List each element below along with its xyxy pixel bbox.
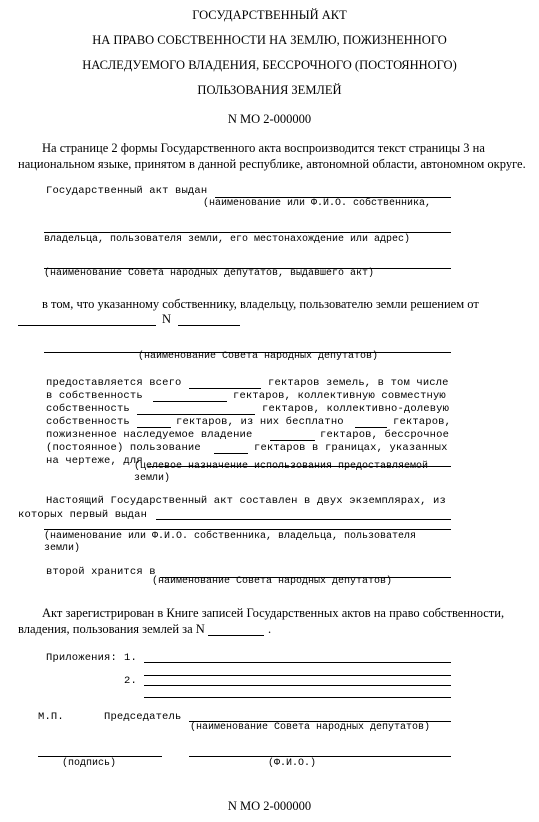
- provided-l5a: пожизненное наследуемое владение: [46, 429, 253, 441]
- attachments-label: Приложения:: [46, 652, 117, 664]
- ownership-hectares-field[interactable]: [153, 401, 227, 402]
- shared-hectares-field[interactable]: [137, 427, 171, 428]
- intro-line-1: На странице 2 формы Государственного акта воспроизводится текст страницы 3 на: [42, 141, 485, 155]
- footer-number: N МО 2-000000: [227, 799, 312, 813]
- registration-line-2: владения, пользования землей за N: [18, 622, 205, 636]
- attachment-2-field-c[interactable]: [144, 697, 451, 698]
- provided-l6b: гектаров в границах, указанных: [254, 442, 448, 454]
- purpose-caption-2: земли): [134, 473, 171, 484]
- decision-date-field[interactable]: [18, 325, 156, 326]
- provided-l3b: гектаров, коллективно-долевую: [262, 403, 450, 415]
- provided-l4c: гектаров,: [393, 416, 452, 428]
- provided-l7a: на чертеже, для: [46, 455, 143, 467]
- signature-field[interactable]: [38, 756, 162, 757]
- life-hectares-field[interactable]: [270, 440, 315, 441]
- provided-l1b: гектаров земель, в том числе: [268, 377, 449, 389]
- purpose-caption-1: (целевое назначение использования предоставляемой: [134, 461, 429, 472]
- title-line-4: ПОЛЬЗОВАНИЯ ЗЕМЛЕЙ: [197, 83, 342, 97]
- signature-caption: (подпись): [62, 758, 117, 769]
- title-line-3: НАСЛЕДУЕМОГО ВЛАДЕНИЯ, БЕССРОЧНОГО (ПОСТОЯННОГО): [82, 58, 457, 72]
- issued-caption-2: владельца, пользователя земли, его местонахождение или адрес): [44, 234, 411, 245]
- registration-period: .: [268, 622, 272, 636]
- stamp-label: М.П.: [38, 711, 64, 723]
- issued-caption-3: (наименование Совета народных депутатов, выдавшего акт): [44, 268, 375, 279]
- copies-line-2: которых первый выдан: [18, 509, 148, 521]
- provided-l1a: предоставляется всего: [46, 377, 182, 389]
- permanent-hectares-field[interactable]: [214, 453, 248, 454]
- provided-l5b: гектаров, бессрочное: [320, 429, 450, 441]
- attachment-1-field[interactable]: [144, 662, 451, 663]
- provided-l4a: собственность: [46, 416, 130, 428]
- copies-line-1: Настоящий Государственный акт составлен в двух экземплярах, из: [46, 495, 446, 507]
- title-line-1: ГОСУДАРСТВЕННЫЙ АКТ: [192, 8, 347, 22]
- fio-field[interactable]: [189, 756, 451, 757]
- decision-line-1: в том, что указанному собственнику, владельцу, пользователю земли решением от: [42, 297, 479, 311]
- title-line-2: НА ПРАВО СОБСТВЕННОСТИ НА ЗЕМЛЮ, ПОЖИЗНЕННОГО: [92, 33, 447, 47]
- registration-number-field[interactable]: [208, 635, 264, 636]
- decision-caption: (наименование Совета народных депутатов): [138, 351, 379, 362]
- registration-line-1: Акт зарегистрирован в Книге записей Государственных актов на право собственности,: [42, 606, 505, 620]
- chairman-label: Председатель: [104, 711, 182, 723]
- provided-l6a: (постоянное) пользование: [46, 442, 201, 454]
- provided-l2a: в собственность: [46, 390, 143, 402]
- provided-l3a: собственность: [46, 403, 130, 415]
- first-copy-field-2[interactable]: [44, 529, 451, 530]
- free-hectares-field[interactable]: [355, 427, 387, 428]
- attachment-2-field-b[interactable]: [144, 685, 451, 686]
- owner-address-field[interactable]: [44, 232, 451, 233]
- attachment-1-number: 1.: [124, 652, 137, 664]
- act-number: N МО 2-000000: [227, 112, 312, 126]
- copies-caption-3: (наименование Совета народных депутатов): [152, 576, 393, 587]
- second-copy-label: второй хранится в: [46, 566, 156, 578]
- first-copy-field[interactable]: [156, 519, 451, 520]
- provided-l2b: гектаров, коллективную совместную: [233, 390, 446, 402]
- issued-label: Государственный акт выдан: [46, 185, 208, 197]
- decision-number-field[interactable]: [178, 325, 240, 326]
- fio-caption: (Ф.И.О.): [268, 758, 317, 769]
- intro-line-2: национальном языке, принятом в данной республике, автономной области, автономном округе.: [18, 157, 526, 171]
- copies-caption-2: земли): [44, 543, 81, 554]
- joint-hectares-field[interactable]: [137, 414, 255, 415]
- total-hectares-field[interactable]: [189, 388, 261, 389]
- issued-caption-1: (наименование или Ф.И.О. собственника,: [203, 198, 432, 209]
- provided-l4b: гектаров, из них бесплатно: [176, 416, 344, 428]
- decision-n-label: N: [162, 312, 172, 326]
- attachment-2-field-a[interactable]: [144, 675, 451, 676]
- copies-caption-1: (наименование или Ф.И.О. собственника, владельца, пользователя: [44, 531, 417, 542]
- attachment-2-number: 2.: [124, 675, 137, 687]
- chairman-caption: (наименование Совета народных депутатов): [190, 722, 431, 733]
